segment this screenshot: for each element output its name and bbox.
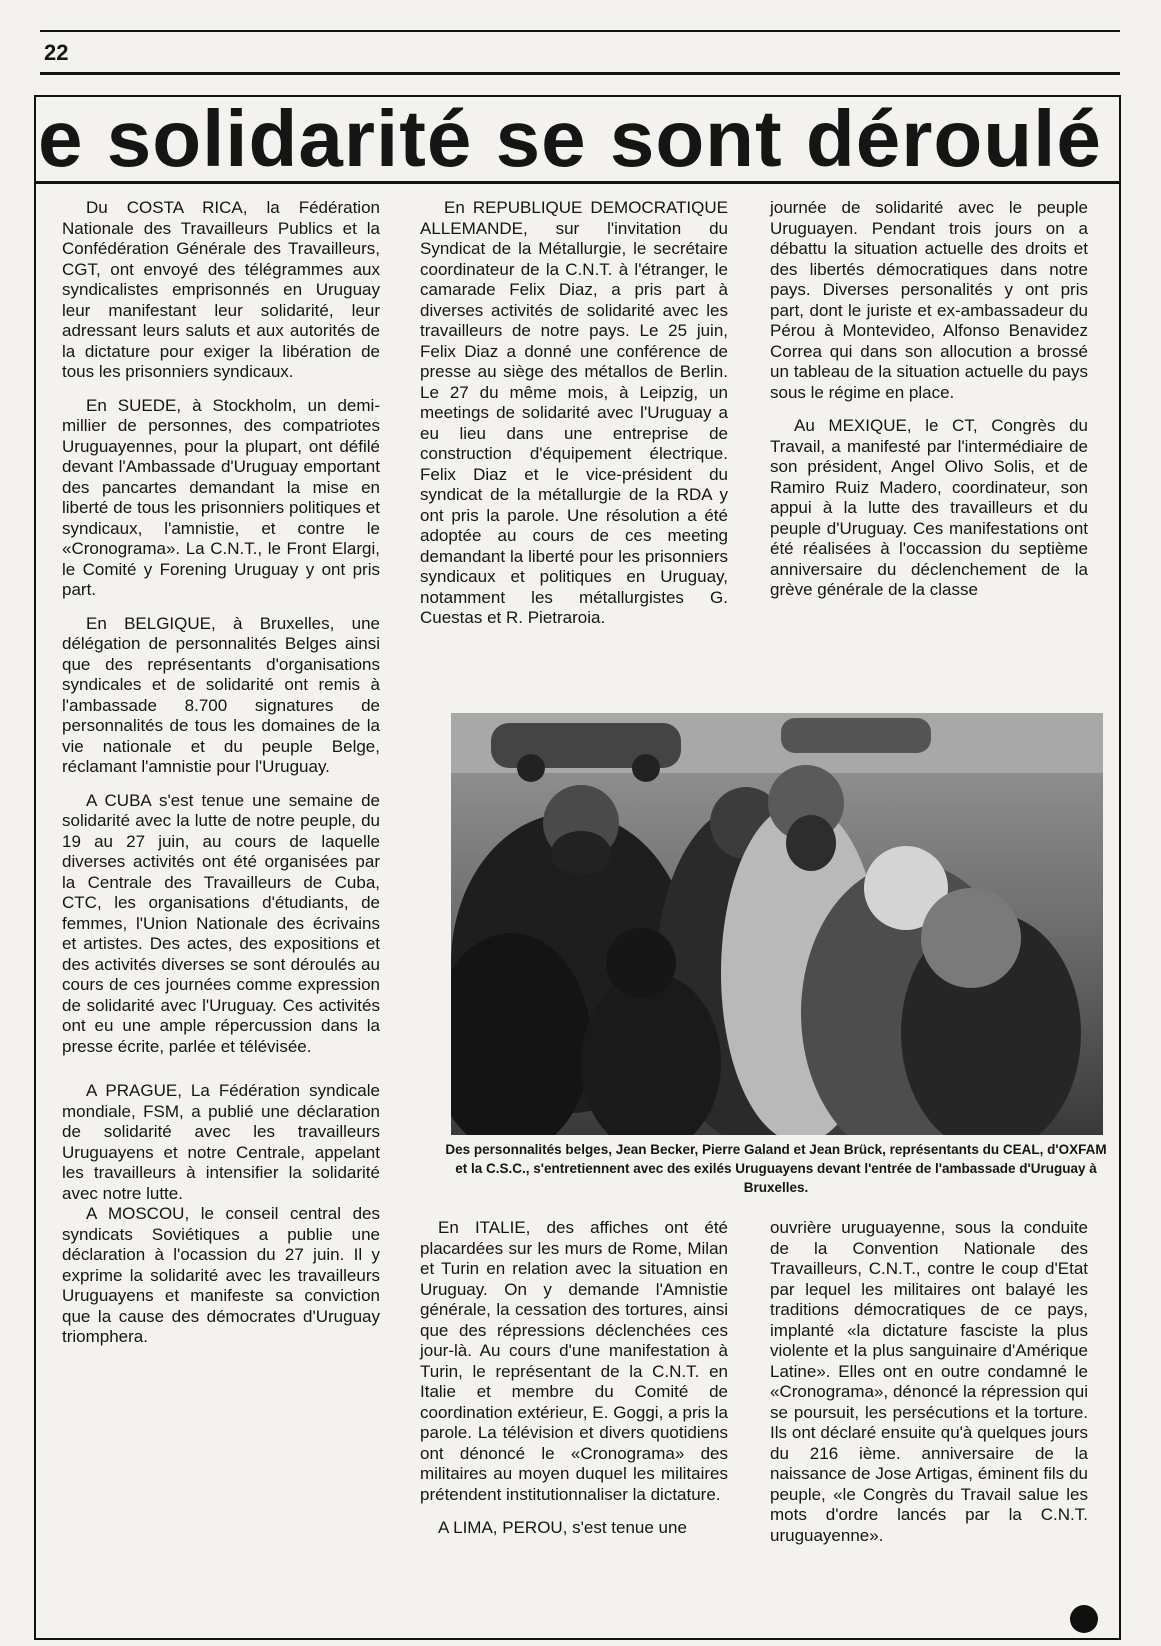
article-column-1 <box>62 198 380 1348</box>
headline-banner <box>34 95 1121 184</box>
news-photo <box>451 713 1103 1135</box>
article-column-2-bottom <box>420 1218 728 1552</box>
paragraph-mexique-continued: ouvrière uruguayenne, sous la conduite de la Convention Nationale des Travailleurs, C.N.T., contre le coup d'Etat par lequel les militaires ont balayé les traditions démocratiques de ce pays, implanté «la dictature fasciste la plus violente et la plus sanguinaire d'Amérique Latine». Elles ont en outre condamné le «Cronograma», dénoncé la répression qui se poursuit, les persécutions et la torture. Ils ont déclaré ensuite qu'à quelques jours du 216 ième. anniversaire de la naissance de Jose Artigas, éminent fils du peuple, «le Congrès du Travail salue les mots d'ordre lancés par la C.N.T. uruguayenne». <box>770 1218 1088 1545</box>
header-rule <box>40 72 1120 75</box>
paragraph-lima-continued: journée de solidarité avec le peuple Uruguayen. Pendant trois jours on a débattu la situation actuelle des droits et des libertés démocratiques dans notre pays. Diverses personalités y ont pris part, dont le juriste et ex-ambassadeur du Pérou à Montevideo, Alfonso Benavidez Correa qui dans son allocution a brossé un tableau de la situation actuelle du pays sous le régime en place. <box>770 198 1088 402</box>
paragraph-rda: En REPUBLIQUE DEMOCRATIQUE ALLEMANDE, sur l'invitation du Syndicat de la Métallurgie, le secrétaire coordinateur de la C.N.T. à l'étranger, le camarade Felix Diaz, a pris part à diverses activités de solidarité avec les travailleurs de notre pays. Le 25 juin, Felix Diaz a donné une conférence de presse au siège des métallos de Berlin. Le 27 du même mois, à Leipzig, un meetings de solidarité avec l'Uruguay a eu lieu dans une entreprise de construction d'équipement électrique. Felix Diaz et le vice-président du syndicat de la métallurgie de la RDA y ont pris la parole. Une résolution a été adoptée au cours de ces meeting demandant la liberté pour les prisonniers syndicaux et politiques en Uruguay, notamment les métallurgistes G. Cuestas et R. Pietraroia. <box>420 198 728 627</box>
photo-illustration <box>451 713 1103 1135</box>
end-of-article-mark <box>1070 1605 1098 1633</box>
headline: e solidarité se sont déroulé <box>38 95 1102 183</box>
top-rule <box>40 30 1120 32</box>
article-column-3-bottom <box>770 1218 1088 1559</box>
paragraph-cuba: A CUBA s'est tenue une semaine de solidarité avec la lutte de notre peuple, du 19 au 27 juin, au cours de laquelle diverses activités ont été organisées par la Centrale des Travailleurs de Cuba, CTC, les organisations d'étudiants, de femmes, l'Union Nationale des écrivains et artistes. Des actes, des expositions et des activités diverses se sont déroulés au cours de ces journées comme expression de solidarité avec l'Uruguay. Ces activités ont eu une ample répercussion dans la presse écrite, parlée et télévisée. <box>62 790 380 1056</box>
article-column-2 <box>420 198 728 642</box>
paragraph-moscou: A MOSCOU, le conseil central des syndicats Soviétiques a publie une déclaration à l'ocassion du 27 juin. Il y exprime la solidarité avec les travailleurs Uruguayens et manifeste sa conviction que la cause des démocrates d'Uruguay triomphera. <box>62 1204 380 1346</box>
paragraph-lima: A LIMA, PEROU, s'est tenue une <box>438 1518 687 1537</box>
paragraph-prague: A PRAGUE, La Fédération syndicale mondiale, FSM, a publié une déclaration de solidarité avec les travailleurs Uruguayens et notre Centrale, appelant les travailleurs à intensifier la solidarité avec notre lutte. <box>62 1081 380 1203</box>
paragraph-suede: En SUEDE, à Stockholm, un demi-millier de personnes, des compatriotes Uruguayennes, pour la plupart, ont défilé devant l'Ambassade d'Uruguay emportant des pancartes demandant la mise en liberté de tous les prisonniers politiques et syndicaux, l'amnistie, et contre le «Cronograma». La C.N.T., le Front Elargi, le Comité y Forening Uruguay y ont pris part. <box>62 395 380 599</box>
paragraph-costa-rica: Du COSTA RICA, la Fédération Nationale des Travailleurs Publics et la Confédération Générale des Travailleurs, CGT, ont envoyé des télégrammes aux syndicalistes emprisonnés en Uruguay leur manifestant leur solidarité, leur adressant leurs saluts et aux autorités de la dictature pour exiger la libération de tous les prisonniers syndicaux. <box>62 198 380 381</box>
paragraph-belgique: En BELGIQUE, à Bruxelles, une délégation de personnalités Belges ainsi que des représentants d'organisations syndicales et de solidarité ont remis à l'ambassade 8.700 signatures de personnalités de tous les domaines de la vie nationale et du peuple Belge, réclamant l'amnistie pour l'Uruguay. <box>62 613 380 776</box>
article-column-3 <box>770 198 1088 614</box>
paragraph-mexique: Au MEXIQUE, le CT, Congrès du Travail, a manifesté par l'intermédiaire de son président, Angel Olivo Solis, et de Ramiro Ruiz Madero, coordinateur, son appui à la lutte des travailleurs et du peuple d'Uruguay. Ces manifestations ont été réalisées à l'occassion du septième anniversaire du déclenchement de la grève générale de la classe <box>770 416 1088 599</box>
page-number: 22 <box>44 40 69 65</box>
photo-caption: Des personnalités belges, Jean Becker, Pierre Galand et Jean Brück, représentants du CEAL, d'OXFAM et la C.S.C., s'entretiennent avec des exilés Uruguayens devant l'entrée de l'ambassade d'Uruguay à Bruxelles. <box>445 1142 1107 1195</box>
paragraph-italie: En ITALIE, des affiches ont été placardées sur les murs de Rome, Milan et Turin en relation avec la situation en Uruguay. On y demande l'Amnistie générale, la cessation des tortures, ainsi que des répressions déclenchées ces jour-là. Au cours d'une manifestation à Turin, le représentant de la C.N.T. en Italie et membre du Comité de coordination extérieur, E. Goggi, a pris la parole. La télévision et divers quotidiens ont dénoncé le «Cronograma» des militaires au moyen duquel les militaires prétendent institutionnaliser la dictature. <box>420 1218 728 1504</box>
